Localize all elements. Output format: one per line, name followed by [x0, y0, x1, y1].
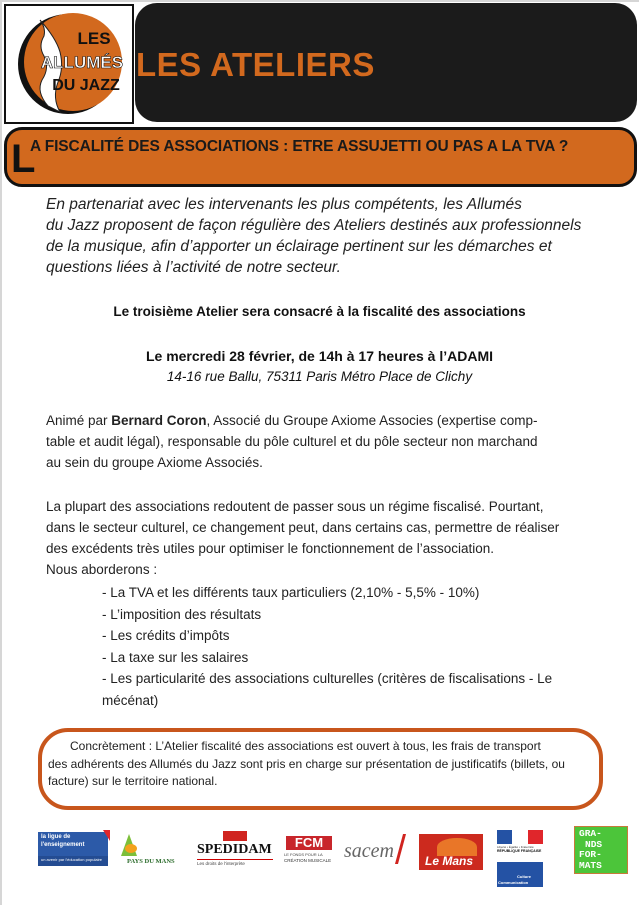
intro-line: du Jazz proposent de façon régulière des Ateliers destinés aux professionnels — [46, 217, 582, 234]
fcm-logo — [284, 836, 336, 868]
callout-line: Concrètement : L’Atelier fiscalité des associations est ouvert à tous, les frais de transport — [70, 739, 541, 753]
republique-francaise-logo — [497, 830, 543, 888]
list-item: - Les crédits d’impôts — [102, 628, 230, 643]
context-line: La plupart des associations redoutent de passer sous un régime fiscalisé. Pourtant, — [46, 499, 544, 514]
grands-formats-logo — [574, 826, 628, 874]
list-item: - Les particularité des associations culturelles (critères de fiscalisations - Le — [102, 671, 553, 686]
animateur-line-1 — [46, 410, 606, 431]
event-date: Le mercredi 28 février, de 14h à 17 heures à l’ADAMI — [145, 348, 494, 364]
context-line: Nous aborderons : — [46, 562, 158, 577]
spedidam-logo — [197, 831, 273, 869]
page-top-edge — [0, 0, 639, 2]
list-item: - La TVA et les différents taux particuliers (2,10% - 5,5% - 10%) — [102, 585, 480, 600]
animateur-line-3: au sein du groupe Axiome Associés. — [46, 455, 263, 470]
callout-line: des adhérents des Allumés du Jazz sont pris en charge sur présentation de justificatifs (billets, ou — [48, 756, 565, 771]
event-address: 14-16 rue Ballu, 75311 Paris Métro Place de Clichy — [166, 369, 473, 384]
atelier-announcement: Le troisième Atelier sera consacré à la fiscalité des associations — [113, 304, 526, 319]
pays-du-mans-text: PAYS DU MANS — [127, 858, 175, 865]
grands-formats-line: MATS — [579, 859, 602, 871]
animateur-role: , Associé du Groupe Axiome Associes (expertise comp- — [206, 413, 538, 428]
list-item: mécénat) — [102, 692, 159, 708]
grands-formats-line: FOR- — [579, 849, 602, 860]
le-mans-text: Le Mans — [425, 854, 474, 868]
intro-line: questions liées à l’activité de notre secteur. — [46, 259, 341, 276]
ligue-logo-line-1: la ligue de — [41, 834, 71, 840]
fcm-text: FCM — [286, 836, 332, 850]
grands-formats-line: GRA- — [579, 828, 602, 839]
intro-line: de la musique, afin d’apporter un éclairage pertinent sur les démarches et — [46, 238, 552, 255]
spedidam-text: SPEDIDAM — [197, 842, 272, 857]
animateur-name: Bernard Coron — [111, 413, 207, 428]
pays-du-mans-logo — [117, 834, 189, 870]
culture-text: Culture — [517, 874, 531, 879]
animateur-line-2: table et audit légal), responsable du pôle culturel et du pôle secteur non marchand — [46, 434, 538, 449]
logo-text-allumes: ALLUMÉS — [40, 53, 124, 72]
subtitle-dropcap: L — [11, 137, 36, 181]
list-item: - La taxe sur les salaires — [102, 649, 249, 665]
republique-name: RÉPUBLIQUE FRANÇAISE — [497, 849, 542, 853]
spedidam-tagline: Les droits de l'interprète — [197, 861, 245, 866]
animateur-paragraph — [46, 410, 606, 473]
logo-graphic — [6, 6, 132, 122]
communication-text: Communication — [498, 880, 529, 885]
page-left-edge — [0, 0, 2, 905]
context-line: dans le secteur culturel, ce changement peut, dans certains cas, permettre de réaliser — [46, 520, 560, 535]
fcm-line-2: LE FONDS POUR LA — [284, 852, 323, 857]
logo-text-du-jazz: DU JAZZ — [52, 77, 120, 94]
intro-line: En partenariat avec les intervenants les plus compétents, les Allumés — [46, 196, 522, 213]
intro-paragraph — [46, 194, 606, 278]
ligue-logo-line-3: un avenir par l'éducation populaire — [41, 857, 103, 862]
sacem-logo — [344, 834, 410, 870]
sacem-text: sacem — [344, 840, 394, 862]
allumes-du-jazz-logo — [4, 4, 134, 124]
list-item: - L’imposition des résultats — [102, 606, 262, 622]
grands-formats-line: NDS — [585, 838, 603, 850]
animateur-prefix: Animé par — [46, 413, 112, 428]
ligue-enseignement-logo — [38, 832, 108, 866]
callout-text — [48, 738, 598, 791]
subtitle-heading: A FISCALITÉ DES ASSOCIATIONS : ETRE ASSUJETTI OU PAS A LA TVA ? — [30, 138, 569, 155]
fcm-line-3: CRÉATION MUSICALE — [284, 858, 332, 863]
callout-line: facture) sur le territoire national. — [48, 774, 218, 788]
le-mans-logo — [419, 834, 483, 870]
page-title: LES ATELIERS — [136, 46, 375, 83]
topics-list — [102, 582, 552, 711]
context-paragraph — [46, 496, 606, 580]
logo-text-les: LES — [77, 29, 111, 48]
context-line: des excédents très utiles pour optimiser le fonctionnement de l’association. — [46, 541, 494, 556]
republique-motto: Liberté • Égalité • Fraternité — [497, 845, 534, 849]
subtitle-bar — [4, 127, 637, 187]
ligue-logo-line-2: l'enseignement — [41, 842, 85, 848]
